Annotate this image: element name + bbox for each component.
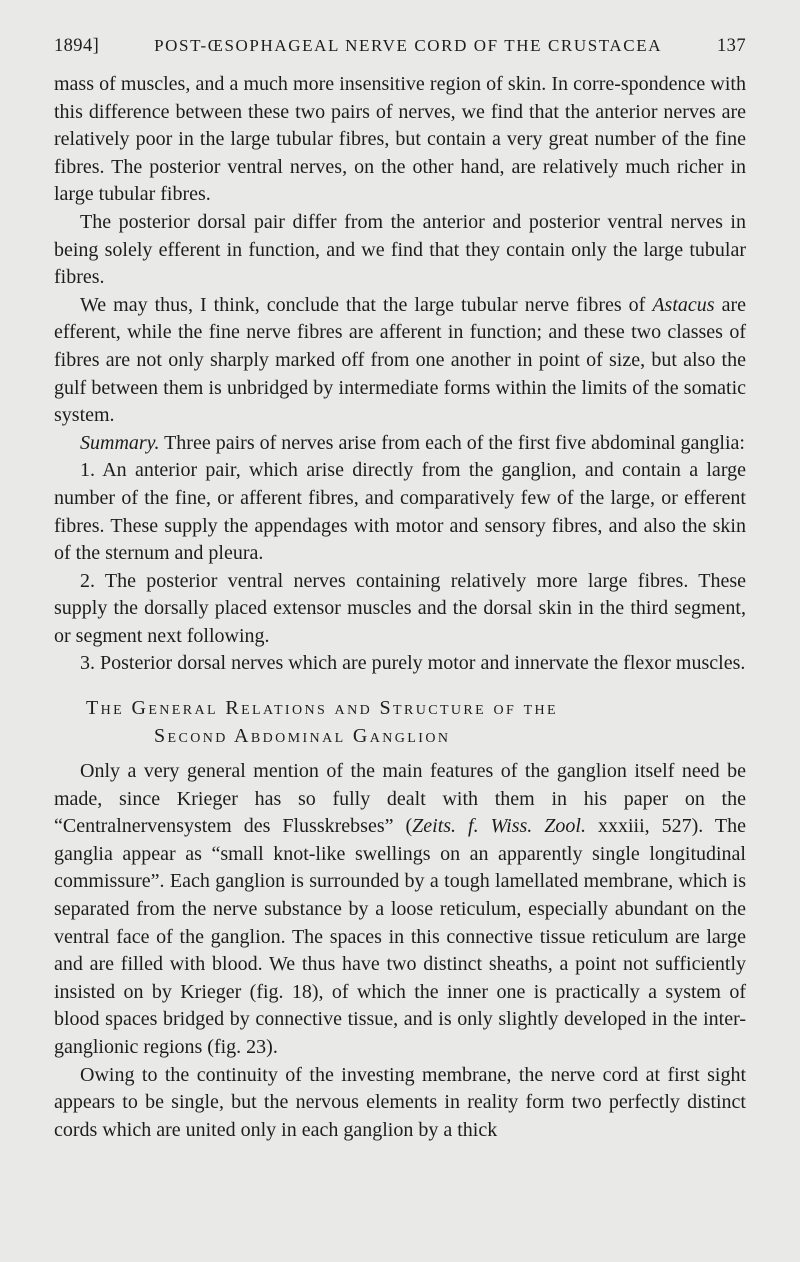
section-heading-line: Second Abdominal Ganglion: [154, 725, 451, 748]
section-heading: [54, 694, 746, 750]
paragraph: [54, 292, 746, 430]
paragraph-text: Only a very general mention of the main features of the ganglion itself need be made, since Krieger has so fully dealt with them in his paper on the “Centralnervensystem des Flusskrebses” (: [54, 760, 746, 838]
journal-title: Zeits. f. Wiss. Zool.: [412, 815, 586, 838]
section-heading-line: The General Relations and Structure of the: [86, 697, 559, 720]
paragraph: Owing to the continuity of the investing membrane, the nerve cord at first sight appears to be single, but the nervous elements in reality form two perfectly distinct cords which are united only in each ganglion by a thick: [54, 1063, 746, 1141]
paragraph: mass of muscles, and a much more insensitive region of skin. In corre-spondence with this difference between these two pairs of nerves, we find that the anterior nerves are relatively poor in the large tubular fibres, but contain a very great number of the fine fibres. The posterior ventral nerves, on the other hand, are relatively much richer in large tubular fibres.: [54, 73, 746, 206]
paragraph: [54, 430, 746, 458]
paragraph-text: are efferent, while the fine nerve fibres are afferent in function; and these two classes of fibres are not only sharply marked off from one another in point of size, but also the gulf between them is unbridged by intermediate forms within the limits of the somatic system.: [54, 293, 746, 427]
running-head: [54, 36, 746, 57]
list-item: 1. An anterior pair, which arise directly from the ganglion, and contain a large number of the fine, or afferent fibres, and comparatively few of the large, or efferent fibres. These supply the appendages with motor and sensory fibres, and also the skin of the sternum and pleura.: [54, 459, 746, 565]
page-number: 137: [717, 36, 746, 56]
running-head-year: 1894]: [54, 36, 100, 56]
list-item: 2. The posterior ventral nerves containing relatively more large fibres. These supply the dorsally placed extensor muscles and the dorsal skin in the third segment, or segment next following.: [54, 569, 746, 647]
summary-label: Summary.: [80, 431, 160, 454]
paragraph-text: Three pairs of nerves arise from each of the first five abdominal ganglia:: [159, 431, 745, 454]
paragraph: [54, 758, 746, 1062]
genus-name: Astacus: [652, 293, 715, 316]
running-head-title: POST-ŒSOPHAGEAL NERVE CORD OF THE CRUSTACEA: [154, 36, 663, 55]
paragraph-text: xxxiii, 527). The ganglia appear as “small knot-like swellings on an apparently single longitudinal commissure”. Each ganglion is surrounded by a tough lamellated membrane, which is separated from the nerve substance by a loose reticulum, especially abundant on the ventral face of the ganglion. The spaces in this connective tissue reticulum are large and are filled with blood. We thus have two distinct sheaths, a point not sufficiently insisted on by Krieger (fig. 18), of which the inner one is practically a system of blood spaces bridged by connective tissue, and is only slightly developed in the inter-ganglionic regions (fig. 23).: [54, 815, 747, 1058]
body-text: [54, 71, 746, 1144]
paragraph-text: We may thus, I think, conclude that the large tubular nerve fibres of: [80, 293, 653, 316]
list-item: 3. Posterior dorsal nerves which are purely motor and innervate the flexor muscles.: [80, 652, 746, 675]
paragraph: The posterior dorsal pair differ from the anterior and posterior ventral nerves in being solely efferent in function, and we find that they contain only the large tubular fibres.: [54, 210, 746, 289]
